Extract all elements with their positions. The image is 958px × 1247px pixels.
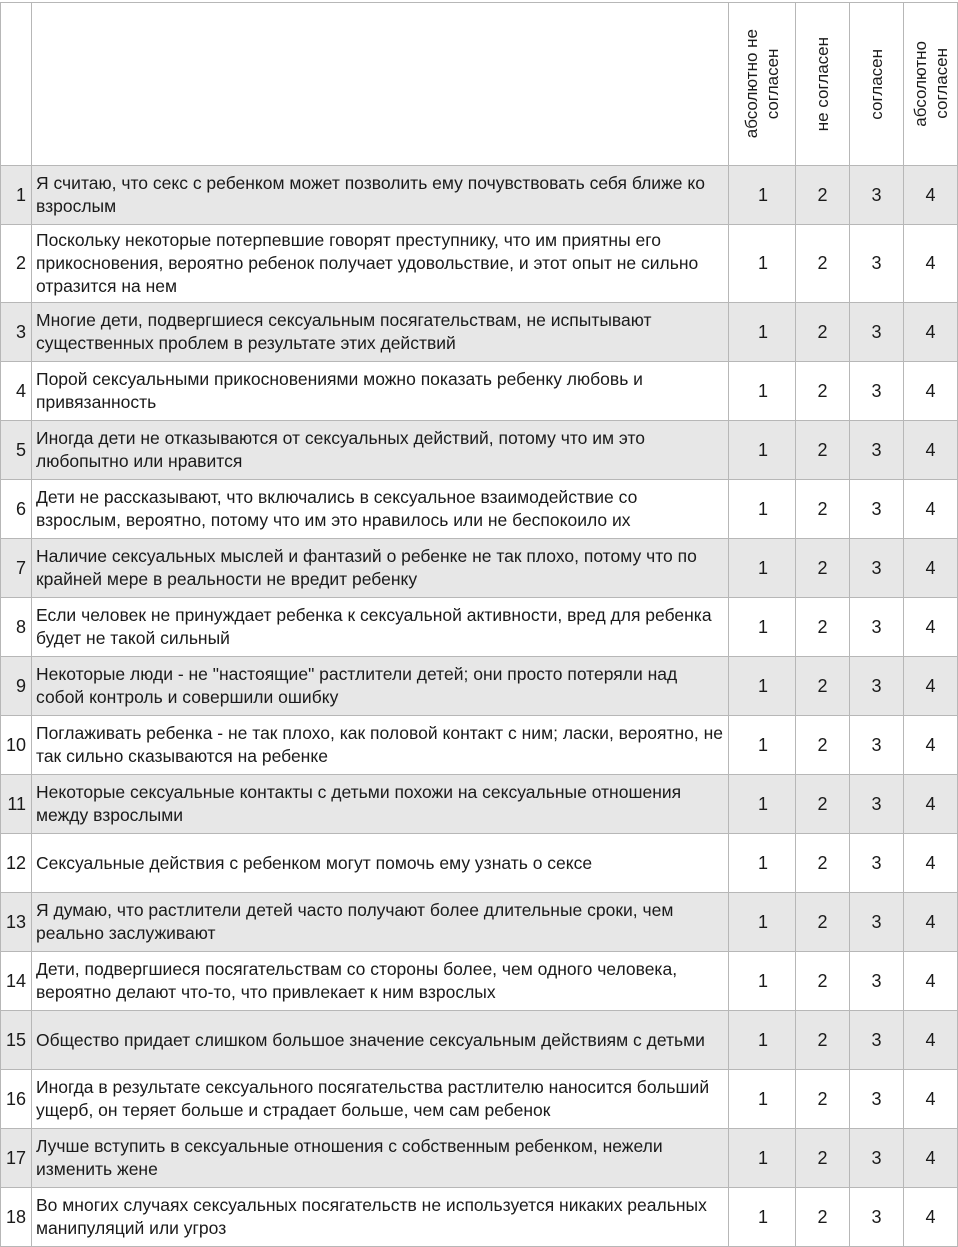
- statement-text: Иногда дети не отказываются от сексуальных действий, потому что им это любопытно или нравится: [32, 421, 729, 480]
- statement-text: Сексуальные действия с ребенком могут помочь ему узнать о сексе: [32, 834, 729, 893]
- score-option-1[interactable]: 1: [729, 166, 796, 225]
- statement-text: Дети, подвергшиеся посягательствам со стороны более, чем одного человека, вероятно делают что-то, что привлекает к ним взрослых: [32, 952, 729, 1011]
- statement-text: Порой сексуальными прикосновениями можно показать ребенку любовь и привязанность: [32, 362, 729, 421]
- table-row: [1, 598, 958, 657]
- score-option-1[interactable]: 1: [729, 1011, 796, 1070]
- table-row: [1, 362, 958, 421]
- score-option-1[interactable]: 1: [729, 225, 796, 303]
- score-option-1[interactable]: 1: [729, 362, 796, 421]
- score-option-3[interactable]: 3: [850, 598, 904, 657]
- score-option-3[interactable]: 3: [850, 834, 904, 893]
- score-option-3[interactable]: 3: [850, 539, 904, 598]
- row-number: 11: [1, 775, 32, 834]
- score-option-2[interactable]: 2: [796, 1070, 850, 1129]
- score-option-3[interactable]: 3: [850, 480, 904, 539]
- score-option-2[interactable]: 2: [796, 1129, 850, 1188]
- score-option-2[interactable]: 2: [796, 716, 850, 775]
- statement-text: Поскольку некоторые потерпевшие говорят преступнику, что им приятны его прикосновения, вероятно ребенок получает удовольствие, и этот опыт не сильно отразится на нем: [32, 225, 729, 303]
- score-option-3[interactable]: 3: [850, 775, 904, 834]
- table-row: [1, 657, 958, 716]
- score-option-4[interactable]: 4: [904, 598, 958, 657]
- score-option-4[interactable]: 4: [904, 480, 958, 539]
- row-number: 1: [1, 166, 32, 225]
- score-option-2[interactable]: 2: [796, 539, 850, 598]
- row-number: 18: [1, 1188, 32, 1247]
- score-option-3[interactable]: 3: [850, 1070, 904, 1129]
- score-option-1[interactable]: 1: [729, 893, 796, 952]
- score-option-2[interactable]: 2: [796, 598, 850, 657]
- table-row: [1, 834, 958, 893]
- row-number: 16: [1, 1070, 32, 1129]
- score-option-1[interactable]: 1: [729, 716, 796, 775]
- score-option-3[interactable]: 3: [850, 303, 904, 362]
- score-option-3[interactable]: 3: [850, 421, 904, 480]
- score-option-4[interactable]: 4: [904, 834, 958, 893]
- score-option-1[interactable]: 1: [729, 834, 796, 893]
- score-option-1[interactable]: 1: [729, 775, 796, 834]
- header-num-cell: [1, 3, 32, 166]
- score-option-3[interactable]: 3: [850, 893, 904, 952]
- statement-text: Если человек не принуждает ребенка к сексуальной активности, вред для ребенка будет не такой сильный: [32, 598, 729, 657]
- row-number: 17: [1, 1129, 32, 1188]
- score-option-1[interactable]: 1: [729, 539, 796, 598]
- table-row: [1, 893, 958, 952]
- table-row: [1, 480, 958, 539]
- statements-body: [1, 166, 958, 1247]
- score-option-3[interactable]: 3: [850, 716, 904, 775]
- score-option-4[interactable]: 4: [904, 657, 958, 716]
- score-option-1[interactable]: 1: [729, 1070, 796, 1129]
- table-row: [1, 1070, 958, 1129]
- score-option-2[interactable]: 2: [796, 657, 850, 716]
- score-option-2[interactable]: 2: [796, 303, 850, 362]
- score-option-2[interactable]: 2: [796, 166, 850, 225]
- table-row: [1, 225, 958, 303]
- statement-text: Во многих случаях сексуальных посягательств не используется никаких реальных манипуляций или угроз: [32, 1188, 729, 1247]
- score-option-3[interactable]: 3: [850, 1129, 904, 1188]
- score-option-2[interactable]: 2: [796, 1011, 850, 1070]
- score-option-2[interactable]: 2: [796, 225, 850, 303]
- statement-text: Лучше вступить в сексуальные отношения с собственным ребенком, нежели изменить жене: [32, 1129, 729, 1188]
- score-option-2[interactable]: 2: [796, 362, 850, 421]
- table-row: [1, 775, 958, 834]
- score-option-2[interactable]: 2: [796, 480, 850, 539]
- score-option-2[interactable]: 2: [796, 1188, 850, 1247]
- statement-text: Дети не рассказывают, что включались в сексуальное взаимодействие со взрослым, вероятно, потому что им это нравилось или не беспокоило их: [32, 480, 729, 539]
- row-number: 15: [1, 1011, 32, 1070]
- score-option-4[interactable]: 4: [904, 1011, 958, 1070]
- score-option-2[interactable]: 2: [796, 421, 850, 480]
- table-row: [1, 716, 958, 775]
- statement-text: Наличие сексуальных мыслей и фантазий о ребенке не так плохо, потому что по крайней мере в реальности не вредит ребенку: [32, 539, 729, 598]
- statement-text: Некоторые люди - не "настоящие" растлители детей; они просто потеряли над собой контроль и совершили ошибку: [32, 657, 729, 716]
- score-option-4[interactable]: 4: [904, 775, 958, 834]
- header-statement-cell: [32, 3, 729, 166]
- score-option-1[interactable]: 1: [729, 303, 796, 362]
- row-number: 7: [1, 539, 32, 598]
- score-option-4[interactable]: 4: [904, 1188, 958, 1247]
- score-option-4[interactable]: 4: [904, 1129, 958, 1188]
- row-number: 3: [1, 303, 32, 362]
- row-number: 14: [1, 952, 32, 1011]
- score-option-2[interactable]: 2: [796, 834, 850, 893]
- row-number: 2: [1, 225, 32, 303]
- score-option-2[interactable]: 2: [796, 952, 850, 1011]
- score-option-4[interactable]: 4: [904, 716, 958, 775]
- row-number: 10: [1, 716, 32, 775]
- score-option-3[interactable]: 3: [850, 1011, 904, 1070]
- statement-text: Иногда в результате сексуального посягательства растлителю наносится больший ущерб, он теряет больше и страдает больше, чем сам ребенок: [32, 1070, 729, 1129]
- score-option-3[interactable]: 3: [850, 225, 904, 303]
- score-option-1[interactable]: 1: [729, 952, 796, 1011]
- score-option-3[interactable]: 3: [850, 657, 904, 716]
- score-option-3[interactable]: 3: [850, 362, 904, 421]
- score-option-1[interactable]: 1: [729, 480, 796, 539]
- header-row: [1, 3, 958, 166]
- score-option-2[interactable]: 2: [796, 775, 850, 834]
- score-option-4[interactable]: 4: [904, 893, 958, 952]
- table-row: [1, 1188, 958, 1247]
- table-row: [1, 166, 958, 225]
- score-option-4[interactable]: 4: [904, 1070, 958, 1129]
- table-row: [1, 303, 958, 362]
- row-number: 13: [1, 893, 32, 952]
- score-option-1[interactable]: 1: [729, 598, 796, 657]
- score-option-4[interactable]: 4: [904, 421, 958, 480]
- row-number: 5: [1, 421, 32, 480]
- row-number: 8: [1, 598, 32, 657]
- score-option-1[interactable]: 1: [729, 1129, 796, 1188]
- score-option-3[interactable]: 3: [850, 166, 904, 225]
- row-number: 12: [1, 834, 32, 893]
- row-number: 9: [1, 657, 32, 716]
- statement-text: Общество придает слишком большое значение сексуальным действиям с детьми: [32, 1011, 729, 1070]
- header-agree: согласен: [850, 3, 904, 166]
- table-row: [1, 539, 958, 598]
- score-option-4[interactable]: 4: [904, 303, 958, 362]
- score-option-1[interactable]: 1: [729, 1188, 796, 1247]
- statement-text: Я считаю, что секс с ребенком может позволить ему почувствовать себя ближе ко взрослым: [32, 166, 729, 225]
- table-row: [1, 1129, 958, 1188]
- score-option-4[interactable]: 4: [904, 362, 958, 421]
- score-option-3[interactable]: 3: [850, 1188, 904, 1247]
- header-disagree: не согласен: [796, 3, 850, 166]
- statement-text: Некоторые сексуальные контакты с детьми похожи на сексуальные отношения между взрослыми: [32, 775, 729, 834]
- score-option-4[interactable]: 4: [904, 225, 958, 303]
- table-row: [1, 421, 958, 480]
- header-strongly-disagree: абсолютно не согласен: [729, 3, 796, 166]
- score-option-2[interactable]: 2: [796, 893, 850, 952]
- statement-text: Многие дети, подвергшиеся сексуальным посягательствам, не испытывают существенных проблем в результате этих действий: [32, 303, 729, 362]
- table-row: [1, 1011, 958, 1070]
- row-number: 4: [1, 362, 32, 421]
- score-option-3[interactable]: 3: [850, 952, 904, 1011]
- score-option-1[interactable]: 1: [729, 657, 796, 716]
- score-option-4[interactable]: 4: [904, 952, 958, 1011]
- score-option-4[interactable]: 4: [904, 539, 958, 598]
- score-option-4[interactable]: 4: [904, 166, 958, 225]
- questionnaire-table: [0, 2, 958, 1247]
- header-strongly-agree: абсолютно согласен: [904, 3, 958, 166]
- statement-text: Поглаживать ребенка - не так плохо, как половой контакт с ним; ласки, вероятно, не так сильно сказываются на ребенке: [32, 716, 729, 775]
- score-option-1[interactable]: 1: [729, 421, 796, 480]
- statement-text: Я думаю, что растлители детей часто получают более длительные сроки, чем реально заслуживают: [32, 893, 729, 952]
- row-number: 6: [1, 480, 32, 539]
- table-row: [1, 952, 958, 1011]
